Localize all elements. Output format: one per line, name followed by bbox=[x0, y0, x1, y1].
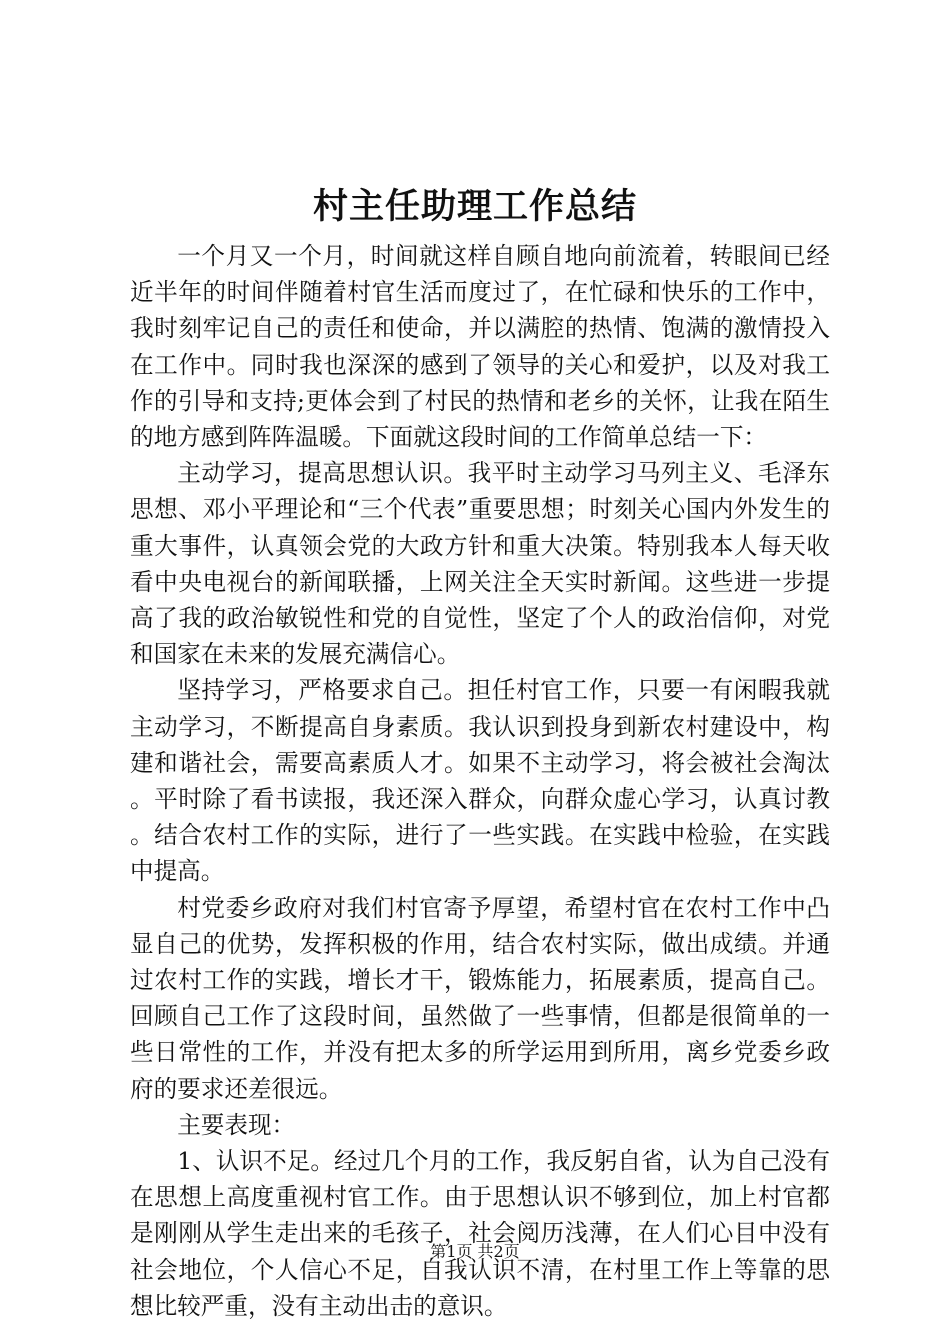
document-body bbox=[130, 238, 830, 1324]
paragraph-expectations: 村党委乡政府对我们村官寄予厚望，希望村官在农村工作中凸显自己的优势，发挥积极的作用，结合农村实际，做出成绩。并通过农村工作的实践，增长才干，锻炼能力，拓展素质，提高自己。回顾自己工作了这段时间，虽然做了一些事情，但都是很简单的一些日常性的工作，并没有把太多的所学运用到所用，离乡党委乡政府的要求还差很远。 bbox=[130, 893, 830, 1103]
document-title: 村主任助理工作总结 bbox=[312, 186, 637, 227]
page-indicator: 第1页 共2页 bbox=[430, 1242, 520, 1261]
paragraph-main-performance-heading: 主要表现： bbox=[177, 1110, 296, 1139]
paragraph-persistent-learning: 坚持学习，严格要求自己。担任村官工作，只要一有闲暇我就主动学习，不断提高自身素质。我认识到投身到新农村建设中，构建和谐社会，需要高素质人才。如果不主动学习，将会被社会淘汰。平时除了看书读报，我还深入群众，向群众虚心学习，认真讨教。结合农村工作的实际，进行了一些实践。在实践中检验，在实践中提高。 bbox=[130, 676, 830, 886]
paragraph-intro: 一个月又一个月，时间就这样自顾自地向前流着，转眼间已经近半年的时间伴随着村官生活而度过了，在忙碌和快乐的工作中，我时刻牢记自己的责任和使命，并以满腔的热情、饱满的激情投入在工作中。同时我也深深的感到了领导的关心和爱护，以及对我工作的引导和支持;更体会到了村民的热情和老乡的关怀，让我在陌生的地方感到阵阵温暖。下面就这段时间的工作简单总结一下： bbox=[130, 242, 830, 452]
paragraph-active-learning: 主动学习，提高思想认识。我平时主动学习马列主义、毛泽东思想、邓小平理论和“三个代表”重要思想；时刻关心国内外发生的重大事件，认真领会党的大政方针和重大决策。特别我本人每天收看中央电视台的新闻联播，上网关注全天实时新闻。这些进一步提高了我的政治敏锐性和党的自觉性，坚定了个人的政治信仰，对党和国家在未来的发展充满信心。 bbox=[130, 459, 830, 669]
paragraph-insufficient-understanding: 1、认识不足。经过几个月的工作，我反躬自省，认为自己没有在思想上高度重视村官工作。由于思想认识不够到位，加上村官都是刚刚从学生走出来的毛孩子，社会阅历浅薄，在人们心目中没有社会地位，个人信心不足，自我认识不清，在村里工作上等靠的思想比较严重，没有主动出击的意识。 bbox=[130, 1147, 830, 1320]
